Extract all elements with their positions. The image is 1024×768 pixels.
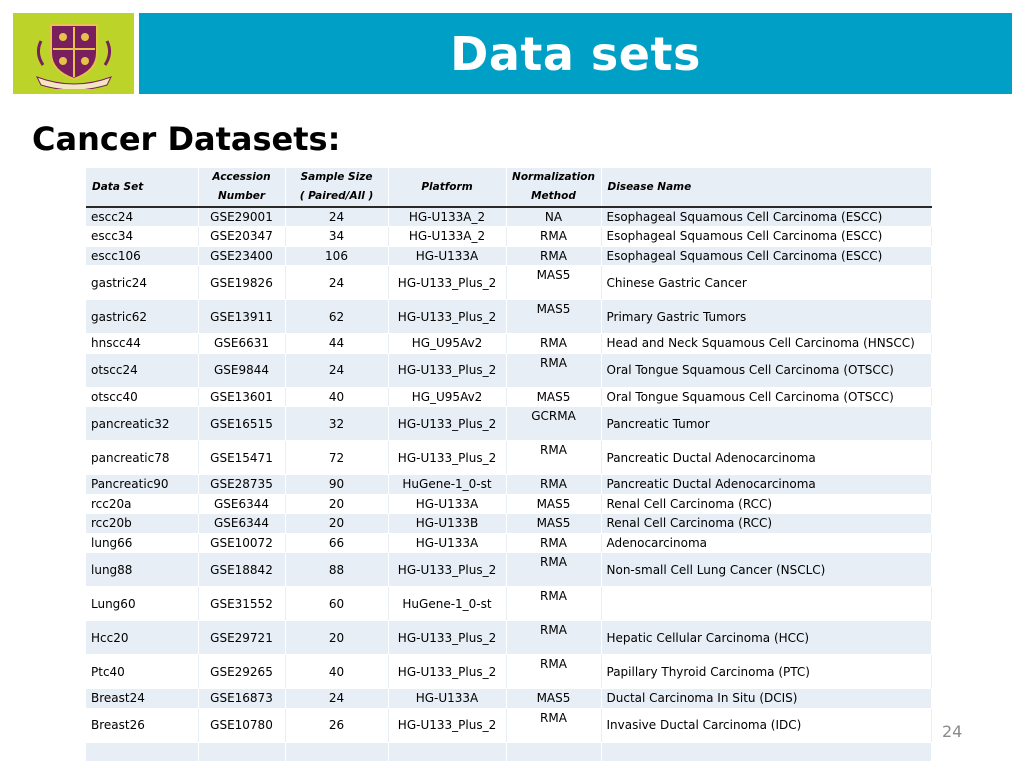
header-platform: Platform xyxy=(388,168,506,207)
table-row xyxy=(86,407,931,441)
empty-cell xyxy=(506,742,601,761)
cell-data-set: hnscc44 xyxy=(86,334,198,354)
cell-sample-size: 90 xyxy=(285,475,388,495)
table-row xyxy=(86,387,931,407)
cell-normalization: RMA xyxy=(506,621,601,655)
cell-platform: HG-U133_Plus_2 xyxy=(388,407,506,441)
cell-platform: HG-U133B xyxy=(388,514,506,534)
cell-platform: HG-U133A_2 xyxy=(388,227,506,247)
cell-normalization: RMA xyxy=(506,334,601,354)
table-row xyxy=(86,553,931,587)
table-row xyxy=(86,655,931,689)
header-accession-line2: Number xyxy=(217,190,266,202)
cell-disease: Invasive Ductal Carcinoma (IDC) xyxy=(601,708,931,742)
cell-sample-size: 40 xyxy=(285,387,388,407)
cell-disease: Esophageal Squamous Cell Carcinoma (ESCC) xyxy=(601,227,931,247)
cell-sample-size: 62 xyxy=(285,300,388,334)
cell-accession: GSE6631 xyxy=(198,334,285,354)
cell-data-set: pancreatic78 xyxy=(86,441,198,475)
cell-data-set: otscc40 xyxy=(86,387,198,407)
datasets-table xyxy=(86,168,932,762)
table-row xyxy=(86,494,931,514)
cell-data-set: otscc24 xyxy=(86,353,198,387)
cell-sample-size: 40 xyxy=(285,655,388,689)
cell-disease: Pancreatic Ductal Adenocarcinoma xyxy=(601,441,931,475)
cell-disease: Esophageal Squamous Cell Carcinoma (ESCC) xyxy=(601,207,931,227)
cell-normalization: MAS5 xyxy=(506,514,601,534)
table-row xyxy=(86,246,931,266)
cell-normalization: RMA xyxy=(506,708,601,742)
table-row xyxy=(86,334,931,354)
cell-accession: GSE29721 xyxy=(198,621,285,655)
cell-normalization: RMA xyxy=(506,246,601,266)
cell-sample-size: 24 xyxy=(285,207,388,227)
header-sample-line1: Sample Size xyxy=(300,171,373,183)
empty-cell xyxy=(601,742,931,761)
table-header-row xyxy=(86,168,931,207)
logo-panel xyxy=(13,13,134,94)
university-crest-icon xyxy=(31,19,117,89)
cell-accession: GSE23400 xyxy=(198,246,285,266)
cell-disease: Oral Tongue Squamous Cell Carcinoma (OTSCC) xyxy=(601,353,931,387)
cell-normalization: RMA xyxy=(506,533,601,553)
cell-normalization: RMA xyxy=(506,353,601,387)
section-title: Cancer Datasets: xyxy=(32,120,341,158)
table-row xyxy=(86,533,931,553)
cell-platform: HG-U133_Plus_2 xyxy=(388,266,506,300)
cell-data-set: Pancreatic90 xyxy=(86,475,198,495)
cell-normalization: RMA xyxy=(506,475,601,495)
cell-disease: Papillary Thyroid Carcinoma (PTC) xyxy=(601,655,931,689)
cell-data-set: escc24 xyxy=(86,207,198,227)
cell-platform: HG-U133_Plus_2 xyxy=(388,300,506,334)
table-row xyxy=(86,621,931,655)
cell-normalization: RMA xyxy=(506,441,601,475)
cell-accession: GSE19826 xyxy=(198,266,285,300)
cell-platform: HG-U133_Plus_2 xyxy=(388,621,506,655)
cell-disease: Oral Tongue Squamous Cell Carcinoma (OTSCC) xyxy=(601,387,931,407)
cell-accession: GSE20347 xyxy=(198,227,285,247)
empty-cell xyxy=(285,742,388,761)
cell-data-set: lung66 xyxy=(86,533,198,553)
cell-disease: Renal Cell Carcinoma (RCC) xyxy=(601,494,931,514)
empty-cell xyxy=(388,742,506,761)
header-sample-line2: ( Paired/All ) xyxy=(299,190,374,202)
table-row xyxy=(86,266,931,300)
header-norm-line2: Method xyxy=(531,190,576,202)
cell-normalization: MAS5 xyxy=(506,494,601,514)
cell-accession: GSE10072 xyxy=(198,533,285,553)
cell-sample-size: 20 xyxy=(285,621,388,655)
cell-platform: HG-U133_Plus_2 xyxy=(388,655,506,689)
cell-disease: Esophageal Squamous Cell Carcinoma (ESCC) xyxy=(601,246,931,266)
cell-platform: HG-U133_Plus_2 xyxy=(388,441,506,475)
cell-data-set: Ptc40 xyxy=(86,655,198,689)
cell-platform: HG-U133_Plus_2 xyxy=(388,708,506,742)
cell-sample-size: 24 xyxy=(285,689,388,709)
cell-disease xyxy=(601,587,931,621)
cell-accession: GSE13911 xyxy=(198,300,285,334)
cell-normalization: GCRMA xyxy=(506,407,601,441)
cell-accession: GSE31552 xyxy=(198,587,285,621)
title-bar xyxy=(139,13,1012,94)
cell-data-set: escc34 xyxy=(86,227,198,247)
cell-platform: HG_U95Av2 xyxy=(388,334,506,354)
cell-sample-size: 66 xyxy=(285,533,388,553)
cell-sample-size: 88 xyxy=(285,553,388,587)
cell-accession: GSE29265 xyxy=(198,655,285,689)
header-disease: Disease Name xyxy=(601,168,931,207)
cell-sample-size: 20 xyxy=(285,494,388,514)
cell-disease: Head and Neck Squamous Cell Carcinoma (HNSCC) xyxy=(601,334,931,354)
cell-data-set: Hcc20 xyxy=(86,621,198,655)
cell-platform: HG-U133A xyxy=(388,246,506,266)
cell-accession: GSE16873 xyxy=(198,689,285,709)
cell-disease: Adenocarcinoma xyxy=(601,533,931,553)
header-sample-size xyxy=(285,168,388,207)
slide-title: Data sets xyxy=(450,27,701,81)
header-accession-line1: Accession xyxy=(212,171,271,183)
cell-disease: Primary Gastric Tumors xyxy=(601,300,931,334)
cell-normalization: RMA xyxy=(506,227,601,247)
cell-normalization: RMA xyxy=(506,553,601,587)
cell-sample-size: 24 xyxy=(285,353,388,387)
cell-accession: GSE29001 xyxy=(198,207,285,227)
cell-platform: HG-U133A xyxy=(388,533,506,553)
cell-platform: HG-U133_Plus_2 xyxy=(388,353,506,387)
cell-platform: HG_U95Av2 xyxy=(388,387,506,407)
cell-accession: GSE15471 xyxy=(198,441,285,475)
table-row xyxy=(86,300,931,334)
empty-cell xyxy=(86,742,198,761)
cell-normalization: MAS5 xyxy=(506,300,601,334)
cell-sample-size: 44 xyxy=(285,334,388,354)
cell-sample-size: 72 xyxy=(285,441,388,475)
cell-data-set: lung88 xyxy=(86,553,198,587)
cell-normalization: RMA xyxy=(506,655,601,689)
cell-normalization: NA xyxy=(506,207,601,227)
cell-platform: HG-U133A_2 xyxy=(388,207,506,227)
cell-disease: Chinese Gastric Cancer xyxy=(601,266,931,300)
table-row xyxy=(86,587,931,621)
cell-sample-size: 106 xyxy=(285,246,388,266)
cell-disease: Pancreatic Ductal Adenocarcinoma xyxy=(601,475,931,495)
cell-disease: Hepatic Cellular Carcinoma (HCC) xyxy=(601,621,931,655)
header-normalization xyxy=(506,168,601,207)
header-norm-line1: Normalization xyxy=(512,171,595,183)
cell-accession: GSE18842 xyxy=(198,553,285,587)
cell-data-set: rcc20a xyxy=(86,494,198,514)
cell-data-set: pancreatic32 xyxy=(86,407,198,441)
table-row xyxy=(86,227,931,247)
cell-platform: HuGene-1_0-st xyxy=(388,475,506,495)
header-data-set: Data Set xyxy=(86,168,198,207)
cell-sample-size: 34 xyxy=(285,227,388,247)
cell-platform: HuGene-1_0-st xyxy=(388,587,506,621)
cell-accession: GSE13601 xyxy=(198,387,285,407)
cell-sample-size: 24 xyxy=(285,266,388,300)
cell-platform: HG-U133_Plus_2 xyxy=(388,553,506,587)
cell-data-set: escc106 xyxy=(86,246,198,266)
cell-data-set: Breast24 xyxy=(86,689,198,709)
table-row xyxy=(86,353,931,387)
cell-accession: GSE6344 xyxy=(198,494,285,514)
cell-normalization: MAS5 xyxy=(506,266,601,300)
cell-normalization: MAS5 xyxy=(506,689,601,709)
cell-platform: HG-U133A xyxy=(388,689,506,709)
cell-data-set: Lung60 xyxy=(86,587,198,621)
cell-sample-size: 60 xyxy=(285,587,388,621)
table-row xyxy=(86,514,931,534)
cell-accession: GSE9844 xyxy=(198,353,285,387)
cell-sample-size: 20 xyxy=(285,514,388,534)
table-row xyxy=(86,441,931,475)
cell-sample-size: 32 xyxy=(285,407,388,441)
cell-sample-size: 26 xyxy=(285,708,388,742)
empty-cell xyxy=(198,742,285,761)
cell-accession: GSE28735 xyxy=(198,475,285,495)
table-row-empty xyxy=(86,742,931,761)
header-accession xyxy=(198,168,285,207)
table-row xyxy=(86,207,931,227)
cell-accession: GSE6344 xyxy=(198,514,285,534)
table-body xyxy=(86,207,931,761)
table-row xyxy=(86,689,931,709)
cell-data-set: gastric62 xyxy=(86,300,198,334)
cell-disease: Non-small Cell Lung Cancer (NSCLC) xyxy=(601,553,931,587)
table-row xyxy=(86,708,931,742)
cell-disease: Ductal Carcinoma In Situ (DCIS) xyxy=(601,689,931,709)
cell-normalization: MAS5 xyxy=(506,387,601,407)
cell-disease: Renal Cell Carcinoma (RCC) xyxy=(601,514,931,534)
table-row xyxy=(86,475,931,495)
cell-normalization: RMA xyxy=(506,587,601,621)
cell-accession: GSE16515 xyxy=(198,407,285,441)
cell-accession: GSE10780 xyxy=(198,708,285,742)
cell-data-set: Breast26 xyxy=(86,708,198,742)
page-number: 24 xyxy=(942,722,963,741)
cell-platform: HG-U133A xyxy=(388,494,506,514)
cell-disease: Pancreatic Tumor xyxy=(601,407,931,441)
cell-data-set: gastric24 xyxy=(86,266,198,300)
cell-data-set: rcc20b xyxy=(86,514,198,534)
